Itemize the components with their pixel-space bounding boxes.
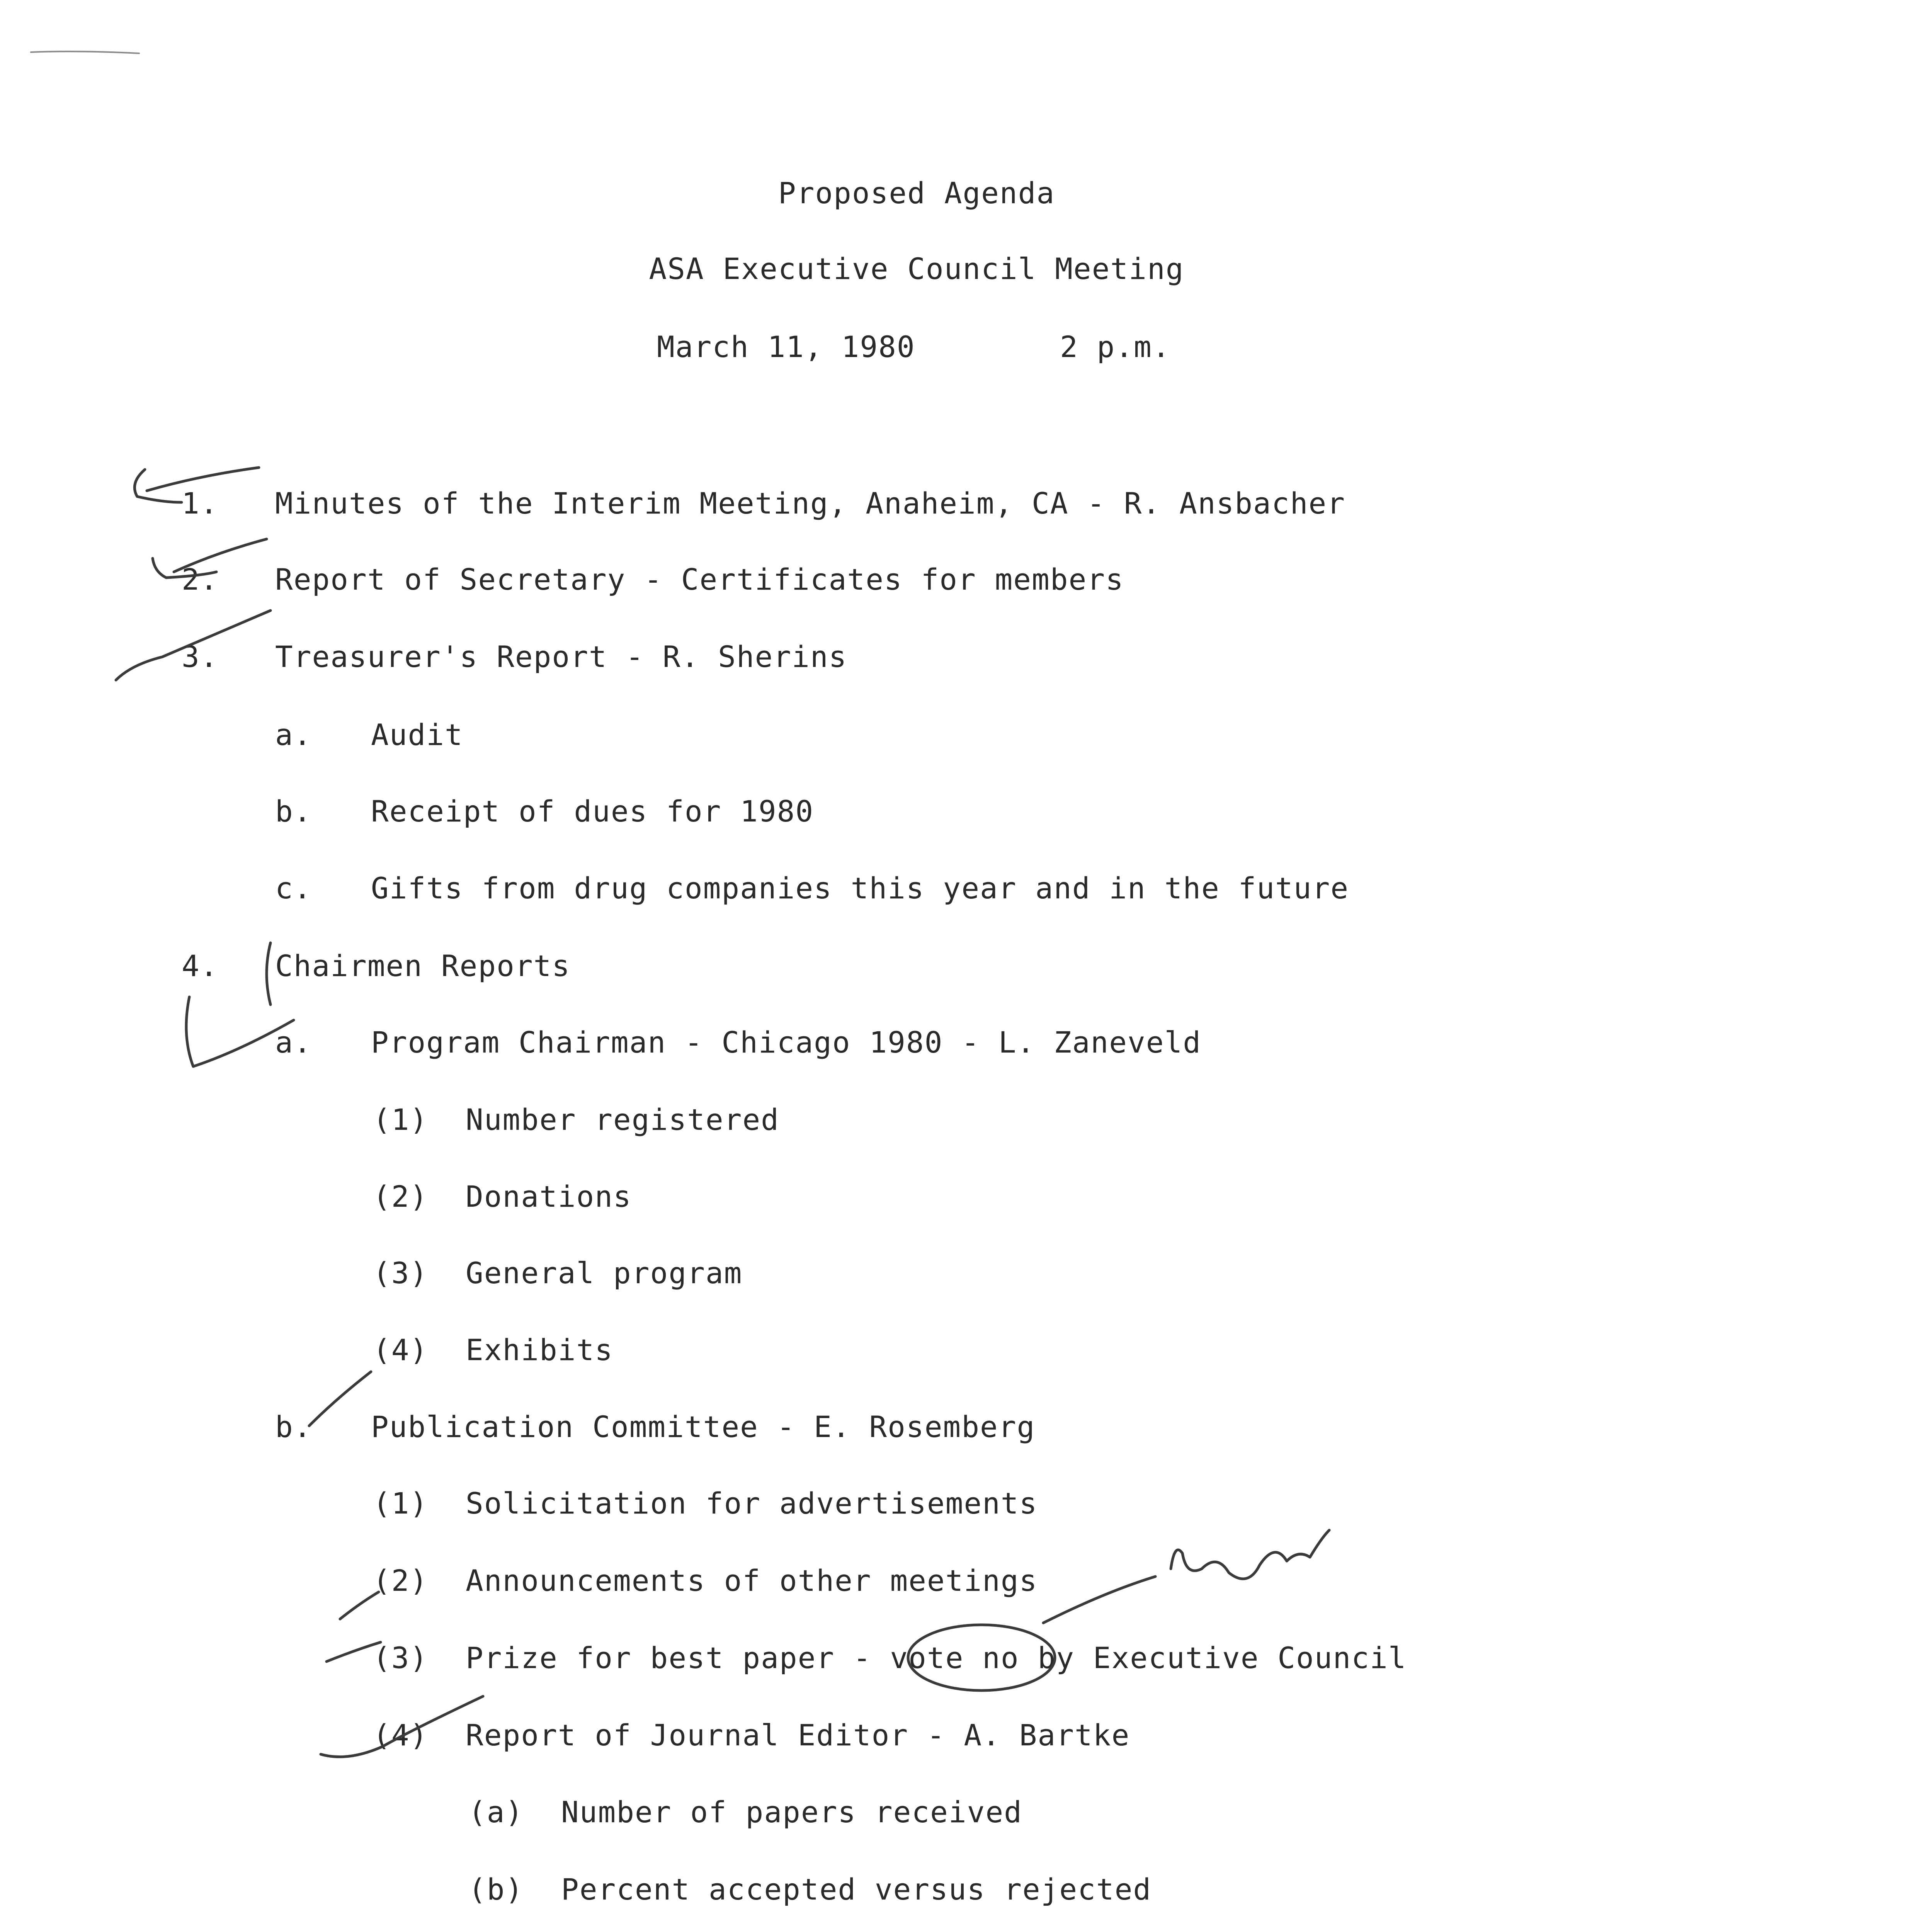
agenda-item-minutes: Minutes of the Interim Meeting, Anaheim, CA - R. Ansbacher: [275, 486, 1345, 520]
subitem-dues: Receipt of dues for 1980: [371, 794, 814, 828]
agenda-item-chairmen: Chairmen Reports: [275, 949, 571, 983]
meeting-time: 2 p.m.: [1060, 330, 1171, 364]
pointer-line: [1043, 1577, 1155, 1623]
item-paren-number: (3): [373, 1256, 429, 1290]
item-paren-letter: (a): [468, 1795, 524, 1829]
item-paren-letter: (b): [468, 1872, 524, 1906]
subitem-journal-editor: Report of Journal Editor - A. Bartke: [466, 1718, 1130, 1752]
subitem-percent-accepted: Percent accepted versus rejected: [561, 1872, 1152, 1906]
subitem-papers-received: Number of papers received: [561, 1795, 1022, 1829]
item-number: 4.: [182, 949, 219, 983]
item-paren-number: (1): [373, 1102, 429, 1137]
agenda-item-secretary: Report of Secretary - Certificates for members: [275, 562, 1124, 597]
item-letter: b.: [275, 1410, 312, 1444]
subitem-donations: Donations: [466, 1179, 632, 1214]
agenda-item-treasurer: Treasurer's Report - R. Sherins: [275, 639, 847, 674]
check-mark: [309, 1372, 371, 1426]
item-letter: a.: [275, 1025, 312, 1060]
item-letter: c.: [275, 871, 312, 905]
item-letter: a.: [275, 718, 312, 752]
subitem-announcements: Announcements of other meetings: [466, 1563, 1038, 1598]
item-paren-number: (2): [373, 1563, 429, 1598]
item-paren-number: (3): [373, 1641, 429, 1675]
subitem-program-chairman: Program Chairman - Chicago 1980 - L. Zaneveld: [371, 1025, 1202, 1060]
item-number: 1.: [182, 486, 219, 520]
subitem-audit: Audit: [371, 718, 463, 752]
subitem-solicitation: Solicitation for advertisements: [466, 1486, 1038, 1520]
subitem-prize: Prize for best paper - vote no by Executive Council: [466, 1641, 1407, 1675]
subitem-general-program: General program: [466, 1256, 743, 1290]
item-number: 3.: [182, 639, 219, 674]
item-letter: b.: [275, 794, 312, 828]
subitem-publication-committee: Publication Committee - E. Rosemberg: [371, 1410, 1036, 1444]
page-title: Proposed Agenda: [778, 176, 1055, 210]
subitem-gifts: Gifts from drug companies this year and in the future: [371, 871, 1349, 905]
meeting-date: March 11, 1980: [657, 330, 915, 364]
item-paren-number: (2): [373, 1179, 429, 1214]
item-paren-number: (1): [373, 1486, 429, 1520]
meeting-name: ASA Executive Council Meeting: [649, 252, 1184, 286]
handwritten-note-by-mail: [1171, 1530, 1329, 1579]
subitem-exhibits: Exhibits: [466, 1333, 614, 1367]
item-paren-number: (4): [373, 1718, 429, 1752]
item-paren-number: (4): [373, 1333, 429, 1367]
check-mark: [327, 1592, 381, 1662]
item-number: 2.: [182, 562, 219, 597]
subitem-number-registered: Number registered: [466, 1102, 779, 1137]
